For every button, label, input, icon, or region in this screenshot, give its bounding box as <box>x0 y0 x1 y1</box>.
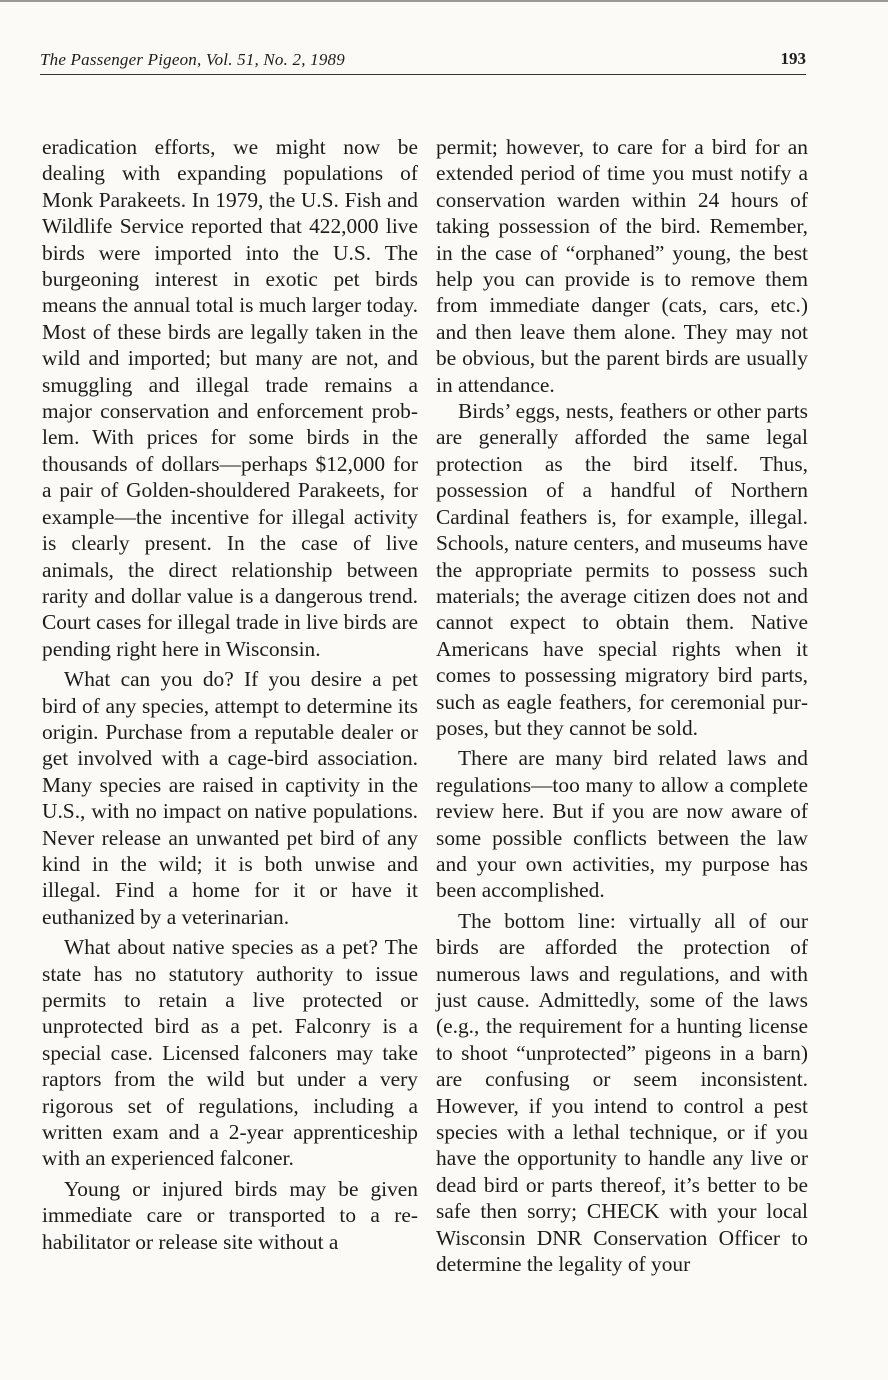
running-title: The Passenger Pigeon, Vol. 51, No. 2, 1989 <box>40 50 345 69</box>
right-paragraph-1: permit; however, to care for a bird for an extended period of time you must notify a conservation warden within 24 hours of taking possession of the bird. Remember, in the case of “orphaned” young, the best help you can provide is to remove them from immediate danger (cats, cars, etc.) and then leave them alone. They may not be obvious, but the parent birds are usually in attendance. <box>436 135 808 397</box>
left-paragraph-4: Young or injured birds may be given immediate care or transported to a rehabilitator or release site without a <box>42 1176 418 1254</box>
right-paragraph-2: Birds’ eggs, nests, feathers or other parts are generally afforded the same legal protection as the bird itself. Thus, possession of a handful of Northern Cardinal feathers is, for example, illegal. Schools, nature centers, and museums have the appropriate permits to possess such materials; the average citizen does not and cannot expect to obtain them. Native Americans have special rights when it comes to possessing migratory bird parts, such as eagle feathers, for ceremonial purposes, but they cannot be sold. <box>436 399 808 740</box>
left-column <box>42 134 418 1255</box>
page-top-border <box>0 0 888 2</box>
right-paragraph-3: There are many bird related laws and regulations—too many to allow a complete review here. But if you are now aware of some possible conflicts between the law and your own activities, my purpose has been accomplished. <box>436 746 808 903</box>
running-header <box>40 48 806 75</box>
left-paragraph-1: eradication efforts, we might now be dealing with expanding populations of Monk Parakeets. In 1979, the U.S. Fish and Wildlife Service reported that 422,000 live birds were imported into the U.S. The burgeoning interest in exotic pet birds means the annual total is much larger today. Most of these birds are legally taken in the wild and imported; but many are not, and smuggling and illegal trade remains a major conservation and enforcement problem. With prices for some birds in the thousands of dollars—perhaps $12,000 for a pair of Golden-shouldered Parakeets, for example—the incentive for illegal activity is clearly present. In the case of live animals, the direct relationship between rarity and dollar value is a dangerous trend. Court cases for illegal trade in live birds are pending right here in Wisconsin. <box>42 135 419 661</box>
right-column <box>436 134 808 1277</box>
right-paragraph-4: The bottom line: virtually all of our birds are afforded the protection of numerous laws and regulations, and with just cause. Admittedly, some of the laws (e.g., the requirement for a hunting license to shoot “unprotected” pigeons in a barn) are confusing or seem inconsistent. However, if you intend to control a pest species with a lethal technique, or if you have the opportunity to handle any live or dead bird or parts thereof, it’s better to be safe then sorry; CHECK with your local Wisconsin DNR Conservation Officer to determine the legality of your <box>436 908 808 1277</box>
left-paragraph-3: What about native species as a pet? The state has no statutory authority to issue permits to retain a live protected or unprotected bird as a pet. Falconry is a special case. Licensed falconers may take raptors from the wild but under a very rigorous set of regulations, including a written exam and a 2-year apprenticeship with an experienced falconer. <box>42 935 418 1171</box>
left-paragraph-2: What can you do? If you desire a pet bird of any species, attempt to determine its origin. Purchase from a reputable dealer or get involved with a cage-bird association. Many species are raised in captivity in the U.S., with no impact on native populations. Never release an unwanted pet bird of any kind in the wild; it is both unwise and illegal. Find a home for it or have it euthanized by a veterinarian. <box>42 667 418 929</box>
page-number: 193 <box>780 49 806 68</box>
